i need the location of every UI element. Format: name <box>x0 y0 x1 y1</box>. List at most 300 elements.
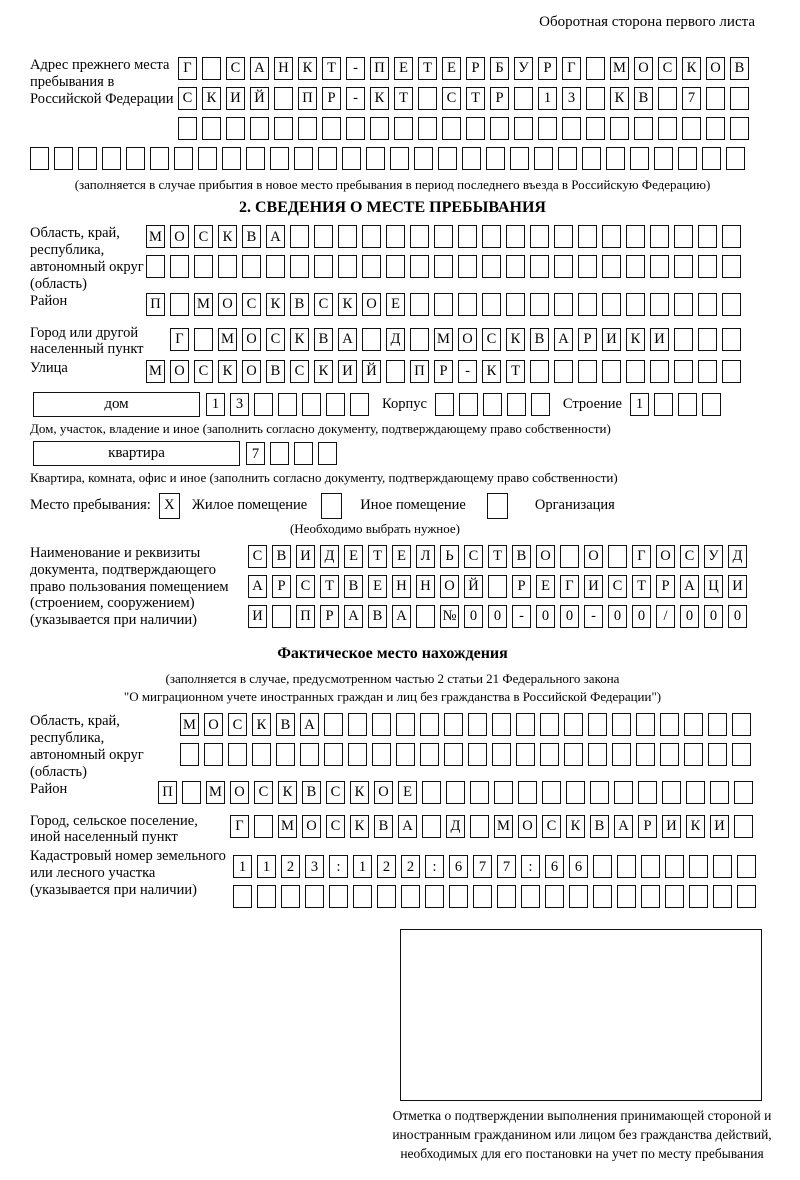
char-box[interactable] <box>174 147 193 170</box>
char-box[interactable] <box>458 293 477 316</box>
char-box[interactable] <box>362 255 381 278</box>
char-box[interactable] <box>674 255 693 278</box>
char-box[interactable] <box>638 781 657 804</box>
char-box[interactable] <box>558 147 577 170</box>
char-box[interactable]: К <box>506 328 525 351</box>
char-box[interactable]: О <box>218 293 237 316</box>
char-box[interactable] <box>170 293 189 316</box>
char-box[interactable] <box>586 57 605 80</box>
char-box[interactable] <box>510 147 529 170</box>
char-box[interactable] <box>348 743 367 766</box>
char-box[interactable] <box>506 255 525 278</box>
char-box[interactable]: К <box>218 225 237 248</box>
char-box[interactable] <box>722 225 741 248</box>
char-box[interactable]: К <box>252 713 271 736</box>
char-box[interactable]: В <box>344 575 363 598</box>
char-box[interactable]: И <box>296 545 315 568</box>
char-box[interactable] <box>194 328 213 351</box>
char-box[interactable] <box>569 885 588 908</box>
char-box[interactable] <box>444 713 463 736</box>
char-box[interactable] <box>420 713 439 736</box>
char-box[interactable] <box>276 743 295 766</box>
char-box[interactable] <box>732 743 751 766</box>
char-box[interactable] <box>435 393 454 416</box>
char-box[interactable] <box>278 393 297 416</box>
char-box[interactable]: Г <box>632 545 651 568</box>
char-box[interactable] <box>660 743 679 766</box>
char-box[interactable] <box>674 225 693 248</box>
char-box[interactable]: Р <box>320 605 339 628</box>
char-box[interactable]: И <box>710 815 729 838</box>
char-box[interactable] <box>290 225 309 248</box>
char-box[interactable]: К <box>482 360 501 383</box>
char-box[interactable]: Г <box>560 575 579 598</box>
char-box[interactable] <box>634 117 653 140</box>
char-box[interactable]: А <box>250 57 269 80</box>
apartment-type-box[interactable]: квартира <box>33 441 240 466</box>
char-box[interactable] <box>674 360 693 383</box>
char-box[interactable]: В <box>272 545 291 568</box>
char-box[interactable] <box>636 713 655 736</box>
char-box[interactable] <box>602 255 621 278</box>
char-box[interactable]: - <box>512 605 531 628</box>
char-box[interactable] <box>246 147 265 170</box>
char-box[interactable] <box>641 855 660 878</box>
char-box[interactable] <box>737 855 756 878</box>
char-box[interactable]: 7 <box>246 442 265 465</box>
char-box[interactable]: Р <box>538 57 557 80</box>
char-box[interactable]: 2 <box>401 855 420 878</box>
char-box[interactable] <box>222 147 241 170</box>
char-box[interactable] <box>318 147 337 170</box>
char-box[interactable]: Д <box>728 545 747 568</box>
char-box[interactable] <box>588 743 607 766</box>
char-box[interactable] <box>305 885 324 908</box>
char-box[interactable]: В <box>302 781 321 804</box>
char-box[interactable]: В <box>730 57 749 80</box>
char-box[interactable] <box>438 147 457 170</box>
char-box[interactable] <box>314 225 333 248</box>
char-box[interactable]: И <box>226 87 245 110</box>
char-box[interactable] <box>418 87 437 110</box>
char-box[interactable] <box>170 255 189 278</box>
char-box[interactable]: К <box>350 781 369 804</box>
char-box[interactable] <box>182 781 201 804</box>
char-box[interactable] <box>612 743 631 766</box>
char-box[interactable] <box>530 225 549 248</box>
char-box[interactable]: К <box>218 360 237 383</box>
char-box[interactable] <box>233 885 252 908</box>
char-box[interactable]: - <box>346 87 365 110</box>
char-box[interactable] <box>590 781 609 804</box>
char-box[interactable]: А <box>680 575 699 598</box>
char-box[interactable] <box>348 713 367 736</box>
char-box[interactable] <box>466 117 485 140</box>
char-box[interactable] <box>554 360 573 383</box>
char-box[interactable]: Е <box>368 575 387 598</box>
char-box[interactable] <box>458 225 477 248</box>
char-box[interactable] <box>459 393 478 416</box>
char-box[interactable] <box>420 743 439 766</box>
char-box[interactable] <box>578 293 597 316</box>
char-box[interactable] <box>497 885 516 908</box>
char-box[interactable] <box>617 855 636 878</box>
char-box[interactable] <box>732 713 751 736</box>
char-box[interactable]: К <box>350 815 369 838</box>
char-box[interactable] <box>564 743 583 766</box>
char-box[interactable] <box>329 885 348 908</box>
char-box[interactable]: И <box>584 575 603 598</box>
char-box[interactable]: Е <box>344 545 363 568</box>
char-box[interactable]: П <box>370 57 389 80</box>
char-box[interactable]: У <box>704 545 723 568</box>
char-box[interactable] <box>586 87 605 110</box>
char-box[interactable] <box>593 855 612 878</box>
char-box[interactable] <box>422 781 441 804</box>
char-box[interactable]: К <box>298 57 317 80</box>
char-box[interactable] <box>514 117 533 140</box>
char-box[interactable] <box>482 293 501 316</box>
char-box[interactable] <box>554 225 573 248</box>
char-box[interactable] <box>270 147 289 170</box>
char-box[interactable]: М <box>218 328 237 351</box>
char-box[interactable] <box>554 293 573 316</box>
char-box[interactable] <box>564 713 583 736</box>
char-box[interactable]: 0 <box>560 605 579 628</box>
char-box[interactable]: Т <box>632 575 651 598</box>
char-box[interactable]: К <box>278 781 297 804</box>
char-box[interactable]: С <box>228 713 247 736</box>
char-box[interactable] <box>516 713 535 736</box>
char-box[interactable]: М <box>278 815 297 838</box>
char-box[interactable] <box>366 147 385 170</box>
char-box[interactable] <box>180 743 199 766</box>
char-box[interactable] <box>488 575 507 598</box>
char-box[interactable]: С <box>542 815 561 838</box>
char-box[interactable]: Р <box>466 57 485 80</box>
char-box[interactable]: И <box>650 328 669 351</box>
char-box[interactable]: 7 <box>682 87 701 110</box>
char-box[interactable]: О <box>230 781 249 804</box>
char-box[interactable]: К <box>370 87 389 110</box>
char-box[interactable] <box>578 360 597 383</box>
char-box[interactable] <box>30 147 49 170</box>
char-box[interactable]: К <box>682 57 701 80</box>
char-box[interactable] <box>338 255 357 278</box>
char-box[interactable] <box>294 442 313 465</box>
char-box[interactable] <box>534 147 553 170</box>
char-box[interactable]: Ь <box>440 545 459 568</box>
char-box[interactable] <box>254 393 273 416</box>
char-box[interactable] <box>521 885 540 908</box>
char-box[interactable] <box>554 255 573 278</box>
char-box[interactable]: К <box>566 815 585 838</box>
char-box[interactable] <box>257 885 276 908</box>
char-box[interactable]: М <box>494 815 513 838</box>
char-box[interactable] <box>530 255 549 278</box>
char-box[interactable] <box>274 117 293 140</box>
char-box[interactable]: Т <box>368 545 387 568</box>
char-box[interactable] <box>560 545 579 568</box>
char-box[interactable]: С <box>194 360 213 383</box>
char-box[interactable] <box>516 743 535 766</box>
char-box[interactable]: М <box>610 57 629 80</box>
char-box[interactable] <box>300 743 319 766</box>
char-box[interactable] <box>272 605 291 628</box>
char-box[interactable] <box>610 117 629 140</box>
char-box[interactable] <box>446 781 465 804</box>
char-box[interactable]: В <box>590 815 609 838</box>
char-box[interactable]: 6 <box>569 855 588 878</box>
char-box[interactable] <box>702 393 721 416</box>
char-box[interactable]: В <box>276 713 295 736</box>
char-box[interactable] <box>434 225 453 248</box>
char-box[interactable]: С <box>326 781 345 804</box>
char-box[interactable] <box>684 713 703 736</box>
char-box[interactable] <box>562 117 581 140</box>
char-box[interactable]: П <box>146 293 165 316</box>
char-box[interactable] <box>372 743 391 766</box>
char-box[interactable] <box>713 885 732 908</box>
char-box[interactable]: С <box>680 545 699 568</box>
char-box[interactable] <box>298 117 317 140</box>
char-box[interactable] <box>386 360 405 383</box>
char-box[interactable] <box>242 255 261 278</box>
char-box[interactable] <box>194 255 213 278</box>
char-box[interactable]: Т <box>466 87 485 110</box>
char-box[interactable] <box>422 815 441 838</box>
char-box[interactable]: 1 <box>233 855 252 878</box>
residence-checkbox-zhiloe[interactable]: X <box>159 493 180 519</box>
char-box[interactable] <box>386 255 405 278</box>
char-box[interactable] <box>146 255 165 278</box>
char-box[interactable] <box>458 255 477 278</box>
char-box[interactable]: 2 <box>377 855 396 878</box>
char-box[interactable] <box>483 393 502 416</box>
char-box[interactable]: Р <box>490 87 509 110</box>
char-box[interactable] <box>281 885 300 908</box>
char-box[interactable] <box>626 293 645 316</box>
char-box[interactable]: 2 <box>281 855 300 878</box>
char-box[interactable]: С <box>296 575 315 598</box>
char-box[interactable]: К <box>314 360 333 383</box>
char-box[interactable]: А <box>266 225 285 248</box>
char-box[interactable]: О <box>706 57 725 80</box>
char-box[interactable]: Н <box>392 575 411 598</box>
char-box[interactable]: С <box>442 87 461 110</box>
char-box[interactable] <box>614 781 633 804</box>
char-box[interactable]: / <box>656 605 675 628</box>
char-box[interactable] <box>658 117 677 140</box>
char-box[interactable] <box>362 225 381 248</box>
char-box[interactable] <box>401 885 420 908</box>
char-box[interactable]: 6 <box>545 855 564 878</box>
char-box[interactable] <box>708 743 727 766</box>
char-box[interactable]: И <box>248 605 267 628</box>
char-box[interactable] <box>270 442 289 465</box>
char-box[interactable] <box>582 147 601 170</box>
char-box[interactable] <box>394 117 413 140</box>
char-box[interactable]: 0 <box>728 605 747 628</box>
char-box[interactable] <box>314 255 333 278</box>
char-box[interactable]: Т <box>506 360 525 383</box>
char-box[interactable] <box>689 855 708 878</box>
char-box[interactable] <box>202 117 221 140</box>
char-box[interactable]: К <box>266 293 285 316</box>
char-box[interactable] <box>630 147 649 170</box>
char-box[interactable] <box>593 885 612 908</box>
char-box[interactable] <box>506 225 525 248</box>
char-box[interactable]: 3 <box>562 87 581 110</box>
char-box[interactable] <box>353 885 372 908</box>
char-box[interactable] <box>602 293 621 316</box>
char-box[interactable] <box>370 117 389 140</box>
house-type-box[interactable]: дом <box>33 392 200 417</box>
char-box[interactable] <box>606 147 625 170</box>
char-box[interactable]: А <box>398 815 417 838</box>
char-box[interactable] <box>324 713 343 736</box>
char-box[interactable]: 1 <box>206 393 225 416</box>
char-box[interactable]: К <box>626 328 645 351</box>
char-box[interactable]: С <box>242 293 261 316</box>
char-box[interactable]: В <box>314 328 333 351</box>
char-box[interactable] <box>470 815 489 838</box>
char-box[interactable]: С <box>226 57 245 80</box>
char-box[interactable] <box>641 885 660 908</box>
char-box[interactable]: М <box>434 328 453 351</box>
char-box[interactable] <box>650 225 669 248</box>
char-box[interactable]: О <box>656 545 675 568</box>
char-box[interactable]: В <box>368 605 387 628</box>
char-box[interactable]: В <box>634 87 653 110</box>
char-box[interactable] <box>706 117 725 140</box>
char-box[interactable] <box>444 743 463 766</box>
char-box[interactable]: О <box>440 575 459 598</box>
char-box[interactable] <box>396 743 415 766</box>
char-box[interactable]: О <box>458 328 477 351</box>
char-box[interactable]: О <box>242 328 261 351</box>
char-box[interactable]: О <box>170 225 189 248</box>
char-box[interactable] <box>689 885 708 908</box>
residence-checkbox-org[interactable] <box>487 493 508 519</box>
char-box[interactable] <box>362 328 381 351</box>
char-box[interactable]: В <box>374 815 393 838</box>
char-box[interactable] <box>390 147 409 170</box>
char-box[interactable]: 0 <box>704 605 723 628</box>
char-box[interactable] <box>410 255 429 278</box>
char-box[interactable] <box>684 743 703 766</box>
char-box[interactable]: Е <box>386 293 405 316</box>
char-box[interactable] <box>350 393 369 416</box>
char-box[interactable]: В <box>530 328 549 351</box>
char-box[interactable]: Г <box>230 815 249 838</box>
char-box[interactable]: Т <box>488 545 507 568</box>
char-box[interactable] <box>698 360 717 383</box>
char-box[interactable]: В <box>290 293 309 316</box>
char-box[interactable] <box>698 255 717 278</box>
char-box[interactable] <box>178 117 197 140</box>
char-box[interactable] <box>674 328 693 351</box>
char-box[interactable] <box>326 393 345 416</box>
char-box[interactable] <box>722 293 741 316</box>
char-box[interactable] <box>386 225 405 248</box>
char-box[interactable] <box>542 781 561 804</box>
char-box[interactable]: 1 <box>538 87 557 110</box>
char-box[interactable] <box>78 147 97 170</box>
char-box[interactable] <box>482 225 501 248</box>
char-box[interactable] <box>538 117 557 140</box>
char-box[interactable] <box>425 885 444 908</box>
char-box[interactable]: С <box>608 575 627 598</box>
char-box[interactable] <box>150 147 169 170</box>
char-box[interactable] <box>617 885 636 908</box>
char-box[interactable]: С <box>194 225 213 248</box>
char-box[interactable] <box>202 57 221 80</box>
char-box[interactable] <box>377 885 396 908</box>
char-box[interactable]: Е <box>394 57 413 80</box>
residence-checkbox-inoe[interactable] <box>321 493 342 519</box>
char-box[interactable]: 0 <box>488 605 507 628</box>
char-box[interactable] <box>722 255 741 278</box>
char-box[interactable]: О <box>536 545 555 568</box>
char-box[interactable]: 1 <box>257 855 276 878</box>
char-box[interactable]: М <box>146 360 165 383</box>
char-box[interactable]: П <box>296 605 315 628</box>
char-box[interactable] <box>531 393 550 416</box>
char-box[interactable] <box>730 117 749 140</box>
char-box[interactable] <box>734 815 753 838</box>
char-box[interactable]: 0 <box>464 605 483 628</box>
char-box[interactable]: : <box>521 855 540 878</box>
char-box[interactable]: Т <box>322 57 341 80</box>
char-box[interactable] <box>492 743 511 766</box>
char-box[interactable] <box>698 225 717 248</box>
char-box[interactable]: - <box>584 605 603 628</box>
char-box[interactable]: Д <box>320 545 339 568</box>
char-box[interactable] <box>294 147 313 170</box>
char-box[interactable] <box>588 713 607 736</box>
char-box[interactable] <box>372 713 391 736</box>
char-box[interactable] <box>449 885 468 908</box>
char-box[interactable] <box>710 781 729 804</box>
char-box[interactable]: В <box>242 225 261 248</box>
char-box[interactable] <box>654 393 673 416</box>
char-box[interactable]: : <box>425 855 444 878</box>
char-box[interactable]: 3 <box>305 855 324 878</box>
char-box[interactable]: О <box>634 57 653 80</box>
char-box[interactable]: Т <box>394 87 413 110</box>
char-box[interactable]: Й <box>362 360 381 383</box>
char-box[interactable] <box>324 743 343 766</box>
char-box[interactable]: А <box>392 605 411 628</box>
char-box[interactable] <box>578 255 597 278</box>
char-box[interactable] <box>650 255 669 278</box>
char-box[interactable] <box>470 781 489 804</box>
char-box[interactable]: Р <box>512 575 531 598</box>
char-box[interactable]: С <box>290 360 309 383</box>
char-box[interactable]: Е <box>398 781 417 804</box>
char-box[interactable]: С <box>254 781 273 804</box>
char-box[interactable]: Е <box>536 575 555 598</box>
char-box[interactable] <box>734 781 753 804</box>
char-box[interactable]: А <box>554 328 573 351</box>
char-box[interactable] <box>665 885 684 908</box>
char-box[interactable]: С <box>314 293 333 316</box>
char-box[interactable] <box>530 293 549 316</box>
char-box[interactable]: М <box>180 713 199 736</box>
char-box[interactable]: 6 <box>449 855 468 878</box>
char-box[interactable]: Н <box>416 575 435 598</box>
